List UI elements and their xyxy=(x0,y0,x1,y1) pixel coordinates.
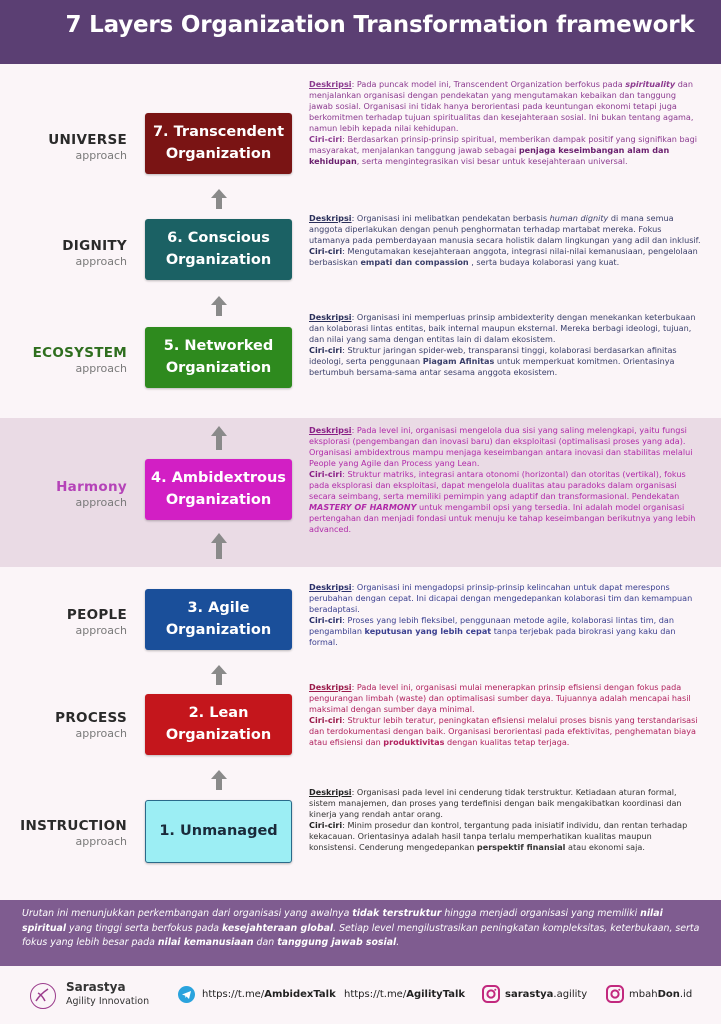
traits-emphasis: MASTERY OF HARMONY xyxy=(309,502,417,512)
desc-text: dan menjalankan organisasi dengan pendekatan yang mengutamakan kebaikan dan tanggung jawab sosial. Organisasi ini tidak hanya berorientasi pada keuntungan ekonomi tetapi juga berkomitmen terhadap tujuan spiritualitas dan kesejahteraan sosial. Ini bukan tentang agama, namun lebih kepada nilai kehidupan. xyxy=(309,79,694,133)
traits-emphasis: Piagam Afinitas xyxy=(422,356,495,366)
note-emphasis: kesejahteraan global xyxy=(222,922,334,934)
desc-emphasis: spirituality xyxy=(625,79,676,89)
traits-text: : Minim prosedur dan kontrol, tergantung pada inisiatif individu, dan rentan terhadap kekacauan. Orientasinya adalah hasil tanpa terlalu memperhatikan kualitas maupun konsistensi. Cenderung mengedepankan xyxy=(309,820,688,852)
layer-approach: approach xyxy=(75,255,127,268)
traits-text: : Struktur matriks, integrasi antara otonomi (horizontal) dan otoritas (vertikal), fokus pada eksplorasi dan eksploitasi, dapat mengelola dualitas atau paradoks dalam organisasi secara seimbang, serta memiliki pemimpin yang adaptif dan transformasional. Pendekatan xyxy=(309,469,686,501)
traits-text: atau ekonomi saja. xyxy=(565,842,645,852)
layer-approach: approach xyxy=(75,727,127,740)
desc-key: Deskripsi xyxy=(309,425,352,435)
sarastya-logo-icon xyxy=(30,983,56,1009)
desc-text: : Pada puncak model ini, Transcendent Organization berfokus pada xyxy=(351,79,626,89)
link-prefix: https://t.me/ xyxy=(344,989,407,1000)
page-title: 7 Layers Organization Transformation framework xyxy=(65,12,695,38)
link-prefix: https://t.me/ xyxy=(202,989,265,1000)
traits-text: , serta mengintegrasikan visi besar untuk kesejahteraan universal. xyxy=(356,156,628,166)
instagram-icon xyxy=(606,985,624,1006)
link-suffix: .id xyxy=(679,989,693,1000)
layer-name: UNIVERSE xyxy=(48,132,127,148)
layer-name: INSTRUCTION xyxy=(20,818,127,834)
desc-emphasis: human dignity xyxy=(549,213,609,223)
traits-key: Ciri-ciri xyxy=(309,820,343,830)
box-line1: 3. Agile xyxy=(187,600,250,617)
description-transcendent xyxy=(309,79,701,167)
box-line2: Organization xyxy=(165,726,272,743)
traits-key: Ciri-ciri xyxy=(309,715,343,725)
desc-text: : Organisasi ini melibatkan pendekatan berbasis xyxy=(351,213,550,223)
description-conscious xyxy=(309,213,701,268)
desc-key: Deskripsi xyxy=(309,582,352,592)
desc-text: di mana semua anggota diperlakukan dengan penuh penghormatan terhadap martabat mereka. Fokus utamanya pada pemberdayaan manusia secara holistik dalam lingkungan yang adil dan inklusif. xyxy=(309,213,701,245)
desc-text: : Organisasi ini mengadopsi prinsip-prinsip kelincahan untuk dapat merespons perubahan dengan cepat. Ini dicapai dengan mengedepankan kolaborasi tim dan kemampuan beradaptasi. xyxy=(309,582,693,614)
layer-label-ecosystem xyxy=(0,345,127,375)
traits-key: Ciri-ciri xyxy=(309,469,343,479)
brand-tagline: Agility Innovation xyxy=(66,996,150,1007)
traits-emphasis: empati dan compassion xyxy=(360,257,469,267)
note-emphasis: tanggung jawab sosial xyxy=(277,937,397,949)
desc-text: : Pada level ini, organisasi mulai menerapkan prinsip efisiensi dengan fokus pada pengurangan limbah (waste) dan optimalisasi sumber daya. Tujuannya adalah mencapai hasil maksimal dengan sumber daya minimal. xyxy=(309,682,691,714)
summary-note xyxy=(0,900,721,966)
traits-key: Ciri-ciri xyxy=(309,134,343,144)
box-line2: Organization xyxy=(165,359,272,376)
desc-key: Deskripsi xyxy=(309,79,352,89)
traits-text: : Mengutamakan kesejahteraan anggota, integrasi nilai-nilai kemanusiaan, pengelolaan berbasiskan xyxy=(309,246,698,267)
layer-approach: approach xyxy=(75,624,127,637)
layer-approach: approach xyxy=(75,835,127,848)
box-line1: 2. Lean xyxy=(188,705,249,722)
link-handle: AmbidexTalk xyxy=(264,989,336,1000)
layer-label-dignity xyxy=(0,238,127,268)
traits-text: dengan kualitas tetap terjaga. xyxy=(444,737,570,747)
box-agile-organization xyxy=(145,589,292,650)
instagram-link-mbahdon[interactable] xyxy=(629,989,692,1000)
layer-name: DIGNITY xyxy=(62,238,127,254)
box-ambidextrous-organization xyxy=(145,459,292,520)
desc-text: : Pada level ini, organisasi mengelola dua sisi yang saling melengkapi, yaitu fungsi eksplorasi (pengembangan dan inovasi baru) dan eksploitasi (optimalisasi proses yang ada). Organisasi ambidextrous mampu menjaga keseimbangan antara inovasi dan stabilitas melalui People yang Agile dan Process yang Lean. xyxy=(309,425,693,468)
note-text: yang tinggi serta berfokus pada xyxy=(66,922,223,934)
traits-emphasis: penjaga keseimbangan alam dan kehidupan xyxy=(309,145,670,166)
box-lean-organization xyxy=(145,694,292,755)
traits-text: tanpa terjebak pada birokrasi yang kaku dan formal. xyxy=(309,626,676,647)
description-unmanaged xyxy=(309,787,701,853)
box-line2: Organization xyxy=(165,491,272,508)
box-line2: Organization xyxy=(165,251,272,268)
instagram-link-sarastya[interactable] xyxy=(505,989,587,1000)
note-text: dan xyxy=(253,937,278,949)
box-line1: 7. Transcendent xyxy=(152,124,285,141)
note-text: . Setiap level mengilustrasikan peningkatan kompleksitas, keterbukaan, serta fokus yang lebih besar pada xyxy=(22,922,700,949)
desc-text: : Organisasi pada level ini cenderung tidak terstruktur. Ketiadaan aturan formal, sistem manajemen, dan proses yang terdefinisi dengan baik mengakibatkan koordinasi dan kinerja yang rendah antar orang. xyxy=(309,787,682,819)
box-line2: Organization xyxy=(165,621,272,638)
traits-key: Ciri-ciri xyxy=(309,345,343,355)
description-agile xyxy=(309,582,701,648)
note-emphasis: nilai spiritual xyxy=(22,908,663,934)
link-suffix: .agility xyxy=(553,989,588,1000)
desc-key: Deskripsi xyxy=(309,682,352,692)
link-handle: Don xyxy=(657,989,680,1000)
traits-text: , serta budaya kolaborasi yang kuat. xyxy=(468,257,620,267)
desc-key: Deskripsi xyxy=(309,787,352,797)
note-emphasis: nilai kemanusiaan xyxy=(157,937,254,949)
layer-label-universe xyxy=(0,132,127,162)
layer-label-process xyxy=(0,710,127,740)
desc-text: : Organisasi ini memperluas prinsip ambidexterity dengan menekankan keterbukaan dan kolaborasi lintas entitas, baik internal maupun eksternal. Mereka berbagi ideologi, tujuan, dan nilai yang sama dengan entitas lain di dalam ekosistem. xyxy=(309,312,696,344)
box-line1: 6. Conscious xyxy=(167,230,270,247)
box-line1: 4. Ambidextrous xyxy=(151,470,286,487)
description-ambidextrous xyxy=(309,425,701,535)
instagram-icon xyxy=(482,985,500,1006)
traits-text: : Proses yang lebih fleksibel, penggunaan metode agile, kolaborasi lintas tim, dan pengambilan xyxy=(309,615,674,636)
description-lean xyxy=(309,682,701,748)
layer-name: ECOSYSTEM xyxy=(32,345,127,361)
traits-emphasis: perspektif finansial xyxy=(476,842,566,852)
traits-text: : Struktur lebih teratur, peningkatan efisiensi melalui proses bisnis yang terstandarisasi dan terdokumentasi dengan baik. Organisasi berorientasi pada efektivitas, penghematan biaya atau efisiensi dan xyxy=(309,715,698,747)
desc-key: Deskripsi xyxy=(309,213,352,223)
telegram-link-agilitytalk[interactable] xyxy=(344,989,465,1000)
box-unmanaged xyxy=(145,800,292,863)
telegram-icon xyxy=(178,986,195,1006)
brand-name: Sarastya xyxy=(66,980,126,994)
traits-text: untuk mengambil opsi yang tersedia. Ini adalah model organisasi pertengahan dan menjadi fondasi untuk menuju ke tahap keseimbangan berikutnya yang lebih advanced. xyxy=(309,502,696,534)
note-text: Urutan ini menunjukkan perkembangan dari organisasi yang awalnya xyxy=(22,908,353,919)
traits-text: : Berdasarkan prinsip-prinsip spiritual, memberikan dampak positif yang signifikan bagi masyarakat, menjalankan tanggung jawab sebagai xyxy=(309,134,697,155)
layer-name: Harmony xyxy=(56,479,127,495)
traits-text: : Struktur jaringan spider-web, transparansi tinggi, kolaborasi berdasarkan afinitas ideologi, serta penggunaan xyxy=(309,345,677,366)
layer-approach: approach xyxy=(75,496,127,509)
traits-emphasis: produktivitas xyxy=(383,737,445,747)
note-text: hingga menjadi organisasi yang memiliki xyxy=(441,908,641,919)
box-line1: 5. Networked xyxy=(163,338,274,355)
layer-label-harmony xyxy=(0,479,127,509)
layer-name: PROCESS xyxy=(55,710,127,726)
note-emphasis: tidak terstruktur xyxy=(352,908,442,919)
layer-label-people xyxy=(0,607,127,637)
telegram-link-ambidextalk[interactable] xyxy=(202,989,336,1000)
box-networked-organization xyxy=(145,327,292,388)
description-networked xyxy=(309,312,701,378)
traits-key: Ciri-ciri xyxy=(309,615,343,625)
box-conscious-organization xyxy=(145,219,292,280)
layer-approach: approach xyxy=(75,149,127,162)
layer-label-instruction xyxy=(0,818,127,848)
box-line1: 1. Unmanaged xyxy=(159,822,278,839)
layer-approach: approach xyxy=(75,362,127,375)
traits-key: Ciri-ciri xyxy=(309,246,343,256)
note-text: . xyxy=(396,937,400,949)
box-line2: Organization xyxy=(165,145,272,162)
link-handle: AgilityTalk xyxy=(406,989,466,1000)
desc-key: Deskripsi xyxy=(309,312,352,322)
link-prefix: mbah xyxy=(629,989,658,1000)
traits-text: untuk memperkuat komitmen. Orientasinya bertumbuh bersama-sama antar sesama anggota ekosistem. xyxy=(309,356,675,377)
layer-name: PEOPLE xyxy=(66,607,127,623)
box-transcendent-organization xyxy=(145,113,292,174)
traits-emphasis: keputusan yang lebih cepat xyxy=(364,626,492,636)
link-handle: sarastya xyxy=(505,989,554,1000)
header-bar xyxy=(0,0,721,64)
